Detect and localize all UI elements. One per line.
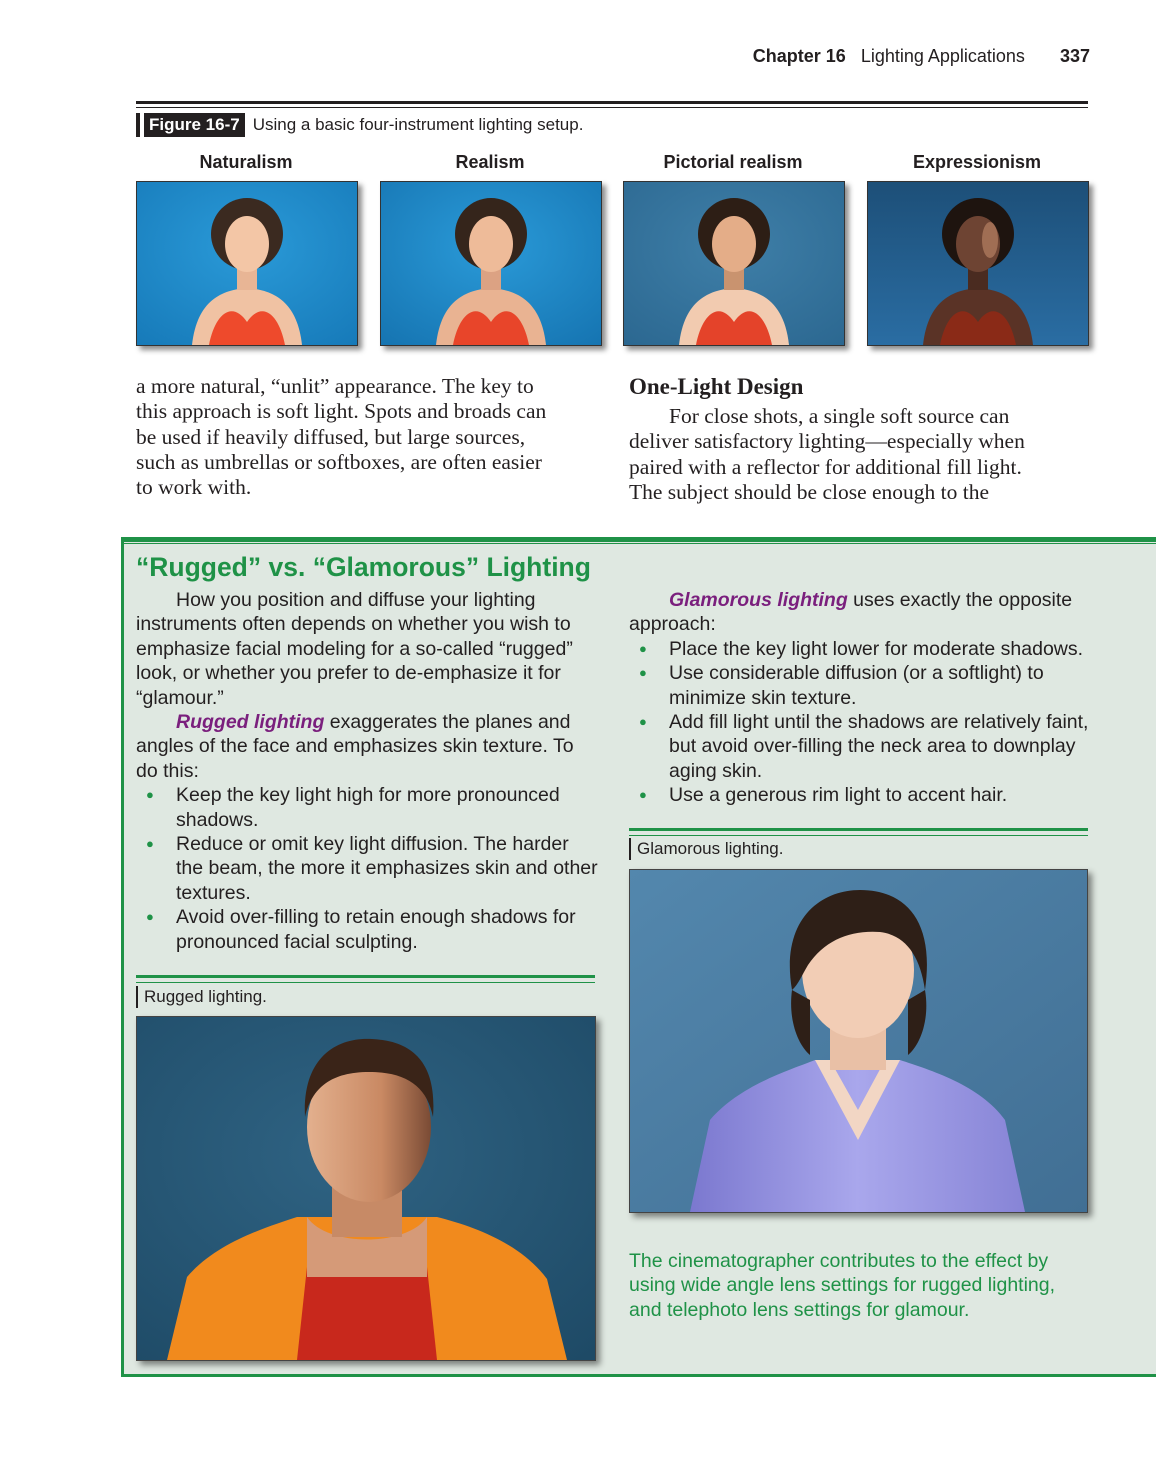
body-right-column — [629, 404, 1089, 505]
list-item: ● Add fill light until the shadows are relatively faint, but avoid over-filling the neck area to downplay aging skin. — [629, 710, 1094, 783]
running-head — [600, 46, 1090, 72]
figure-caption — [136, 113, 583, 137]
body-left-column — [136, 374, 606, 500]
panel-label-expressionism: Expressionism — [912, 152, 1042, 172]
glamorous-lighting-image — [629, 869, 1088, 1213]
glam-text: uses exactly the opposite approach: — [629, 589, 1073, 636]
list-item: ● Use a generous rim light to accent hair. — [629, 783, 1094, 807]
header-rule — [136, 101, 1088, 104]
glam-caption: Glamorous lighting. — [629, 838, 783, 860]
pictorial-realism-image — [623, 181, 845, 346]
body-line: a more natural, “unlit” appearance. The key to — [136, 374, 534, 398]
glam-paragraph — [629, 588, 1094, 637]
glam-caption-rule — [629, 828, 1088, 836]
body-line: For close shots, a single soft source can — [669, 404, 1010, 428]
sidebar-top-rule — [124, 543, 1156, 544]
body-line: to work with. — [136, 475, 252, 500]
naturalism-image — [136, 181, 358, 346]
body-line: this approach is soft light. Spots and broads can — [136, 399, 547, 424]
list-item: ● Avoid over-filling to retain enough shadows for pronounced facial sculpting. — [136, 905, 598, 954]
list-item: ● Keep the key light high for more pronounced shadows. — [136, 783, 598, 832]
rugged-term: Rugged lighting — [176, 711, 325, 734]
body-line: such as umbrellas or softboxes, are often easier — [136, 449, 542, 474]
panel-label-realism: Realism — [455, 152, 525, 172]
sidebar-title: “Rugged” vs. “Glamorous” Lighting — [136, 552, 591, 582]
list-item: ● Use considerable diffusion (or a softlight) to minimize skin texture. — [629, 661, 1094, 710]
glam-term: Glamorous lighting — [669, 589, 848, 611]
rugged-paragraph — [136, 710, 598, 783]
realism-image — [380, 181, 602, 346]
lens-note: The cinematographer contributes to the effect by using wide angle lens settings for rugged lighting, and telephoto lens settings for glamour. — [629, 1250, 1056, 1321]
page-number: 337 — [1059, 46, 1090, 66]
rugged-text: exaggerates the planes and angles of the face and emphasizes skin texture. To do this: — [136, 711, 574, 782]
panel-label-naturalism: Naturalism — [199, 152, 293, 172]
sidebar-right-column — [629, 588, 1094, 808]
body-line: paired with a reflector for additional fill light. — [629, 454, 1022, 479]
rugged-caption: Rugged lighting. — [136, 986, 267, 1008]
glam-bullet-list — [629, 637, 1094, 808]
expressionism-image — [867, 181, 1089, 346]
body-line: The subject should be close enough to the — [629, 479, 990, 504]
figure-caption-text: Using a basic four-instrument lighting setup. — [252, 115, 584, 134]
figure-label: Figure 16-7 — [144, 113, 245, 137]
panel-label-pictorial-realism: Pictorial realism — [663, 152, 803, 172]
sidebar-intro: How you position and diffuse your lighting instruments often depends on whether you wish to emphasize facial modeling for a so-called “rugged” look, or whether you prefer to de-emphasize it for “glamour.” — [136, 589, 573, 709]
sidebar-left-column — [136, 588, 598, 954]
caption-bar — [136, 113, 140, 137]
rugged-lighting-image — [136, 1016, 596, 1361]
chapter-label: Chapter 16 — [752, 46, 846, 66]
body-line: be used if heavily diffused, but large sources, — [136, 424, 526, 449]
rugged-caption-rule — [136, 975, 595, 983]
body-line: deliver satisfactory lighting—especially when — [629, 429, 1025, 454]
list-item: ● Reduce or omit key light diffusion. The harder the beam, the more it emphasizes skin and other textures. — [136, 832, 598, 905]
rugged-bullet-list — [136, 783, 598, 954]
header-rule-thin — [136, 107, 1088, 108]
list-item: ● Place the key light lower for moderate shadows. — [629, 637, 1094, 661]
section-heading: One-Light Design — [629, 374, 804, 399]
chapter-title: Lighting Applications — [860, 46, 1025, 66]
